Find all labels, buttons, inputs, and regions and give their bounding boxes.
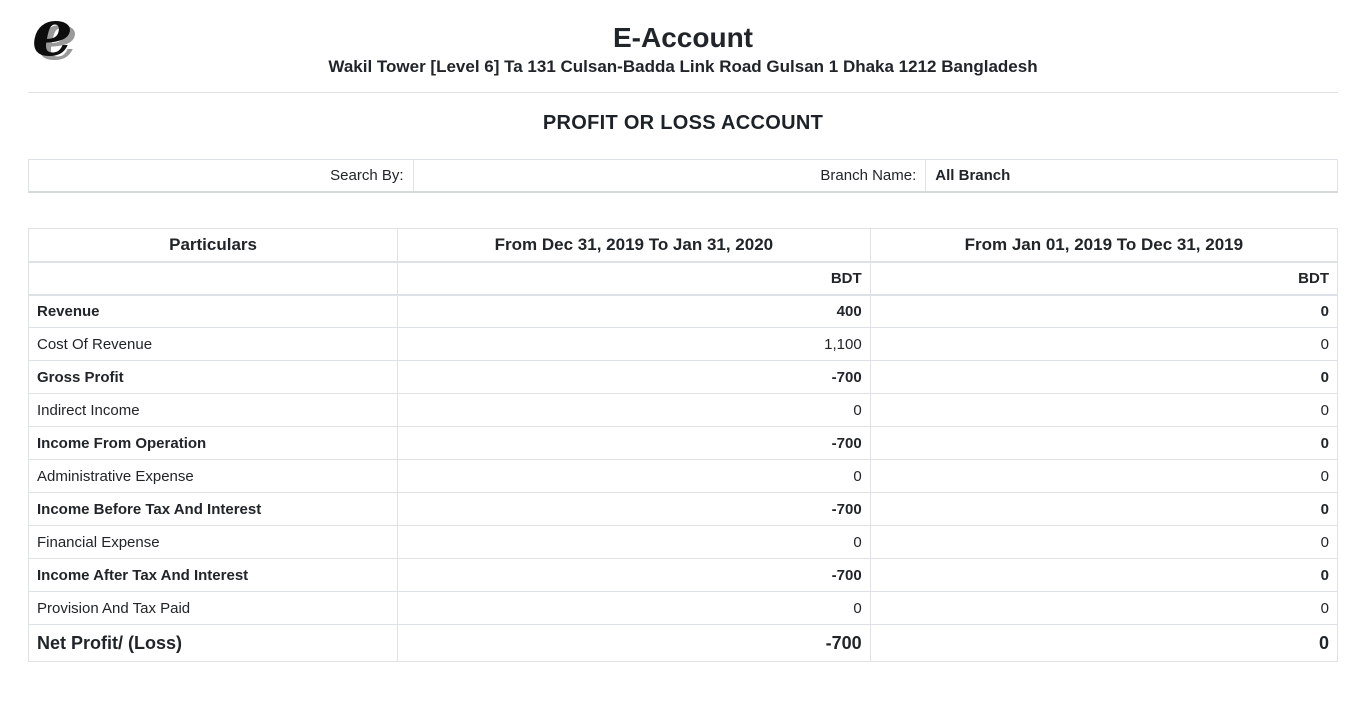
e-account-logo-icon: e <box>32 0 73 71</box>
row-label: Gross Profit <box>29 361 398 394</box>
report-title: PROFIT OR LOSS ACCOUNT <box>542 112 824 135</box>
row-value-period2: 0 <box>870 460 1337 493</box>
row-value-period2: 0 <box>870 625 1337 662</box>
app-title: E-Account <box>613 22 753 53</box>
app-header <box>28 0 1338 77</box>
table-row <box>29 526 1338 559</box>
row-value-period1: 1,100 <box>398 328 871 361</box>
row-value-period2: 0 <box>870 361 1337 394</box>
row-label: Financial Expense <box>29 526 398 559</box>
header-divider <box>28 92 1338 93</box>
company-address: Wakil Tower [Level 6] Ta 131 Culsan-Badda Link Road Gulsan 1 Dhaka 1212 Bangladesh <box>328 57 1038 77</box>
currency-label-period1: BDT <box>398 262 871 295</box>
row-value-period1: -700 <box>398 625 871 662</box>
row-value-period1: -700 <box>398 361 871 394</box>
column-header-period2: From Jan 01, 2019 To Dec 31, 2019 <box>870 229 1337 262</box>
table-row <box>29 394 1338 427</box>
table-row <box>29 592 1338 625</box>
currency-row <box>29 262 1338 295</box>
row-label: Income After Tax And Interest <box>29 559 398 592</box>
currency-label-period2: BDT <box>870 262 1337 295</box>
row-label: Income From Operation <box>29 427 398 460</box>
row-value-period1: -700 <box>398 559 871 592</box>
row-value-period1: -700 <box>398 427 871 460</box>
row-value-period1: 0 <box>398 592 871 625</box>
table-row <box>29 460 1338 493</box>
row-value-period2: 0 <box>870 493 1337 526</box>
row-value-period2: 0 <box>870 328 1337 361</box>
branch-name-label: Branch Name: <box>414 160 927 191</box>
row-value-period2: 0 <box>870 526 1337 559</box>
row-label: Indirect Income <box>29 394 398 427</box>
filter-bar <box>28 159 1338 193</box>
net-profit-row <box>29 625 1338 662</box>
column-header-particulars: Particulars <box>29 229 398 262</box>
row-label: Revenue <box>29 295 398 328</box>
row-label: Administrative Expense <box>29 460 398 493</box>
row-value-period2: 0 <box>870 559 1337 592</box>
row-value-period1: 0 <box>398 394 871 427</box>
table-row <box>29 493 1338 526</box>
table-row <box>29 361 1338 394</box>
row-label: Income Before Tax And Interest <box>29 493 398 526</box>
table-row <box>29 295 1338 328</box>
table-row <box>29 427 1338 460</box>
row-value-period1: 400 <box>398 295 871 328</box>
row-value-period1: 0 <box>398 460 871 493</box>
table-row <box>29 559 1338 592</box>
table-row <box>29 328 1338 361</box>
branch-name-value: All Branch <box>935 167 1011 185</box>
row-label: Net Profit/ (Loss) <box>29 625 398 662</box>
search-by-label: Search By: <box>29 160 414 191</box>
column-header-period1: From Dec 31, 2019 To Jan 31, 2020 <box>398 229 871 262</box>
row-value-period2: 0 <box>870 394 1337 427</box>
row-label: Cost Of Revenue <box>29 328 398 361</box>
row-value-period2: 0 <box>870 427 1337 460</box>
row-label: Provision And Tax Paid <box>29 592 398 625</box>
row-value-period1: 0 <box>398 526 871 559</box>
table-header-row <box>29 229 1338 262</box>
profit-loss-table <box>28 228 1338 662</box>
row-value-period2: 0 <box>870 592 1337 625</box>
row-value-period1: -700 <box>398 493 871 526</box>
currency-empty-cell <box>29 262 398 295</box>
row-value-period2: 0 <box>870 295 1337 328</box>
